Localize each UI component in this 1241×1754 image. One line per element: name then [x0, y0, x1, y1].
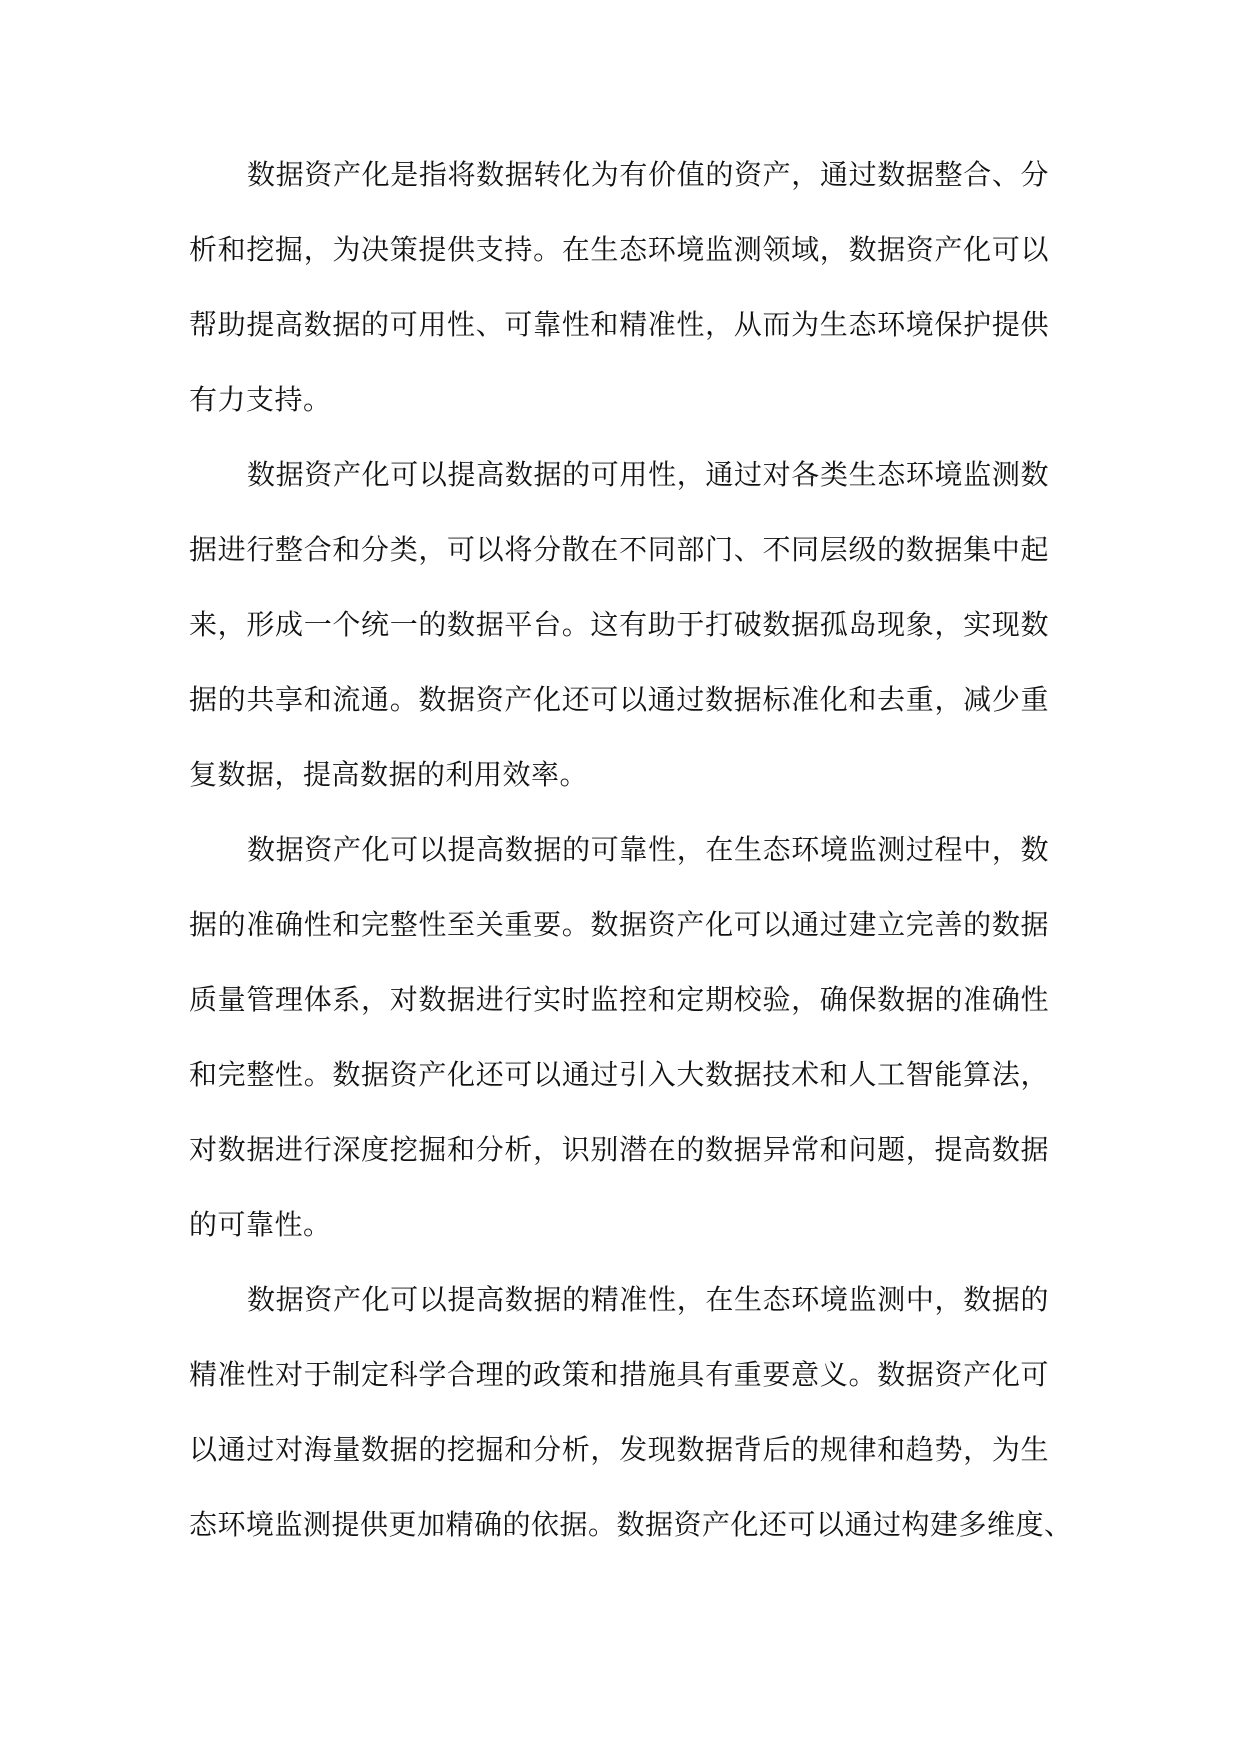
- text-line: 析和挖掘，为决策提供支持。在生态环境监测领域，数据资产化可以: [189, 233, 1049, 266]
- text-line: 有力支持。: [189, 383, 332, 416]
- text-line: 帮助提高数据的可用性、可靠性和精准性，从而为生态环境保护提供: [189, 308, 1049, 341]
- text-line: 质量管理体系，对数据进行实时监控和定期校验，确保数据的准确性: [189, 983, 1049, 1016]
- text-line: 的可靠性。: [189, 1208, 332, 1241]
- text-line: 态环境监测提供更加精确的依据。数据资产化还可以通过构建多维度、: [189, 1508, 1073, 1541]
- text-line: 数据资产化是指将数据转化为有价值的资产，通过数据整合、分: [247, 158, 1049, 191]
- text-line: 数据资产化可以提高数据的可用性，通过对各类生态环境监测数: [247, 458, 1049, 491]
- paragraph-4: [189, 1262, 1073, 1562]
- text-line: 复数据，提高数据的利用效率。: [189, 758, 589, 791]
- document-body: [189, 137, 1073, 1562]
- text-line: 数据资产化可以提高数据的可靠性，在生态环境监测过程中，数: [247, 833, 1049, 866]
- text-line: 据的准确性和完整性至关重要。数据资产化可以通过建立完善的数据: [189, 908, 1049, 941]
- text-line: 对数据进行深度挖掘和分析，识别潜在的数据异常和问题，提高数据: [189, 1133, 1049, 1166]
- text-line: 和完整性。数据资产化还可以通过引入大数据技术和人工智能算法，: [189, 1058, 1049, 1091]
- paragraph-1: [189, 137, 1049, 437]
- text-line: 以通过对海量数据的挖掘和分析，发现数据背后的规律和趋势，为生: [189, 1433, 1049, 1466]
- text-line: 据的共享和流通。数据资产化还可以通过数据标准化和去重，减少重: [189, 683, 1049, 716]
- paragraph-3: [189, 812, 1049, 1262]
- text-line: 来，形成一个统一的数据平台。这有助于打破数据孤岛现象，实现数: [189, 608, 1049, 641]
- paragraph-2: [189, 437, 1049, 812]
- text-line: 据进行整合和分类，可以将分散在不同部门、不同层级的数据集中起: [189, 533, 1049, 566]
- text-line: 数据资产化可以提高数据的精准性，在生态环境监测中，数据的: [247, 1283, 1049, 1316]
- text-line: 精准性对于制定科学合理的政策和措施具有重要意义。数据资产化可: [189, 1358, 1049, 1391]
